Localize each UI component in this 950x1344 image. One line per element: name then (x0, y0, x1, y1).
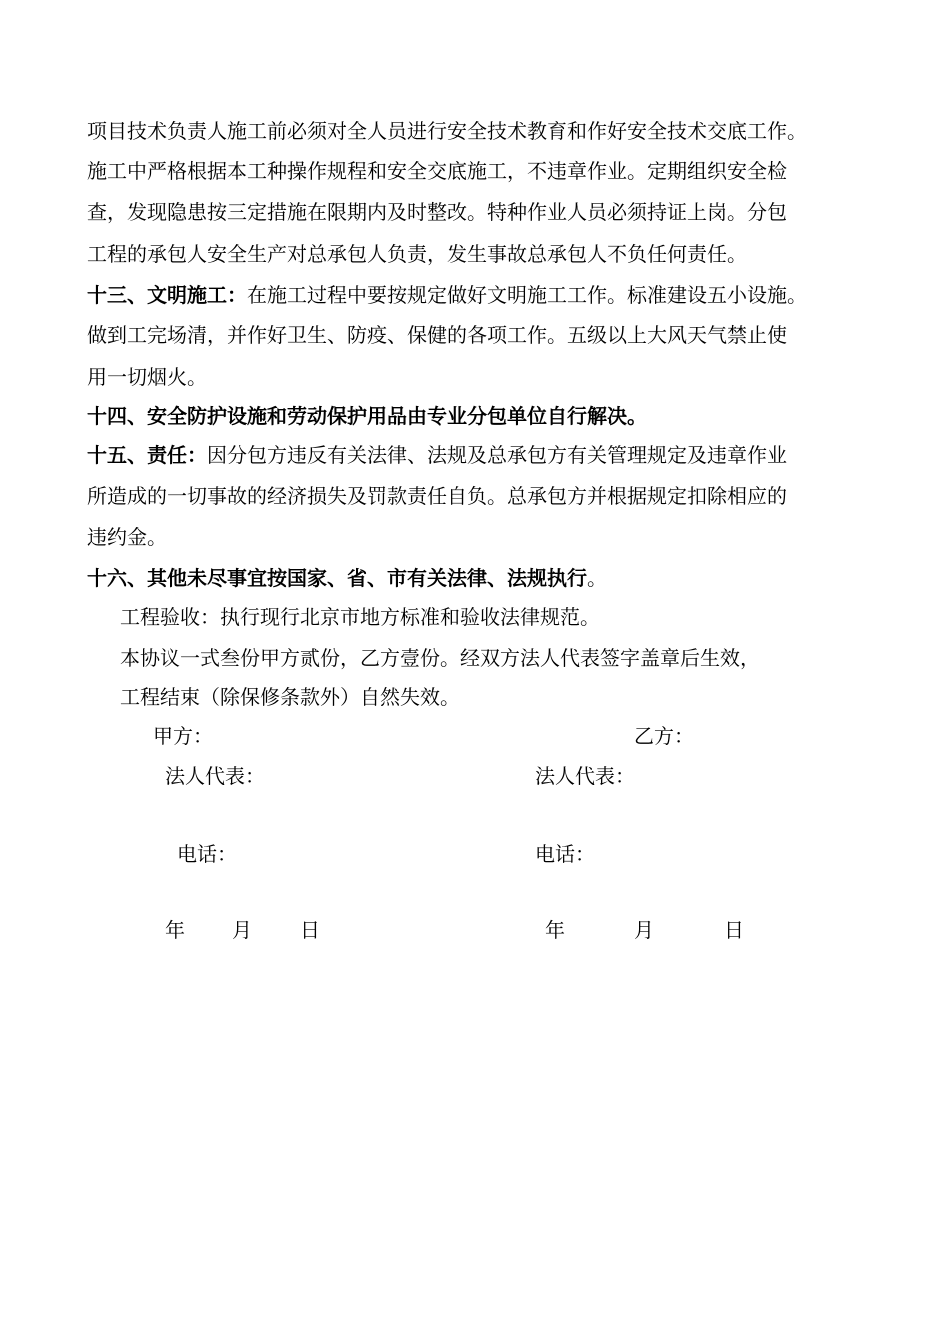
party-a-phone-label: 电话： (177, 842, 237, 866)
clause-15-line-1 (87, 441, 787, 469)
copies-line-2: 工程结束（除保修条款外）自然失效。 (120, 685, 460, 709)
party-a-year: 年 (165, 918, 185, 942)
body-line-3: 查，发现隐患按三定措施在限期内及时整改。特种作业人员必须持证上岗。分包 (87, 200, 787, 224)
party-b-month: 月 (634, 918, 654, 942)
body-line-1: 项目技术负责人施工前必须对全人员进行安全技术教育和作好安全技术交底工作。 (87, 119, 807, 143)
clause-16-end: 。 (587, 566, 607, 590)
party-b-year: 年 (545, 918, 565, 942)
clause-13-text: 在施工过程中要按规定做好文明施工工作。标准建设五小设施。 (247, 283, 807, 307)
clause-13-heading: 十三、文明施工： (87, 283, 247, 307)
body-line-2: 施工中严格根据本工种操作规程和安全交底施工，不违章作业。定期组织安全检 (87, 159, 787, 183)
clause-15-line-3: 违约金。 (87, 525, 167, 549)
clause-16 (87, 564, 607, 592)
clause-13-line-3: 用一切烟火。 (87, 365, 207, 389)
party-b-phone-label: 电话： (535, 842, 595, 866)
party-a-rep-label: 法人代表： (165, 764, 265, 788)
clause-15-line-2: 所造成的一切事故的经济损失及罚款责任自负。总承包方并根据规定扣除相应的 (87, 484, 787, 508)
clause-15-heading: 十五、责任： (87, 443, 207, 467)
clause-16-heading: 十六、其他未尽事宜按国家、省、市有关法律、法规执行 (87, 566, 587, 590)
party-b-label: 乙方： (634, 724, 694, 748)
party-a-month: 月 (232, 918, 252, 942)
copies-line-1: 本协议一式叁份甲方贰份，乙方壹份。经双方法人代表签字盖章后生效， (120, 646, 760, 670)
party-a-label: 甲方： (153, 724, 213, 748)
clause-15-text: 因分包方违反有关法律、法规及总承包方有关管理规定及违章作业 (207, 443, 787, 467)
party-b-rep-label: 法人代表： (535, 764, 635, 788)
clause-13-line-1 (87, 281, 807, 309)
party-a-day: 日 (300, 918, 320, 942)
clause-13-line-2: 做到工完场清，并作好卫生、防疫、保健的各项工作。五级以上大风天气禁止使 (87, 323, 787, 347)
body-line-4: 工程的承包人安全生产对总承包人负责，发生事故总承包人不负任何责任。 (87, 242, 747, 266)
clause-14: 十四、安全防护设施和劳动保护用品由专业分包单位自行解决。 (87, 404, 647, 428)
party-b-day: 日 (724, 918, 744, 942)
acceptance-line: 工程验收：执行现行北京市地方标准和验收法律规范。 (120, 605, 600, 629)
